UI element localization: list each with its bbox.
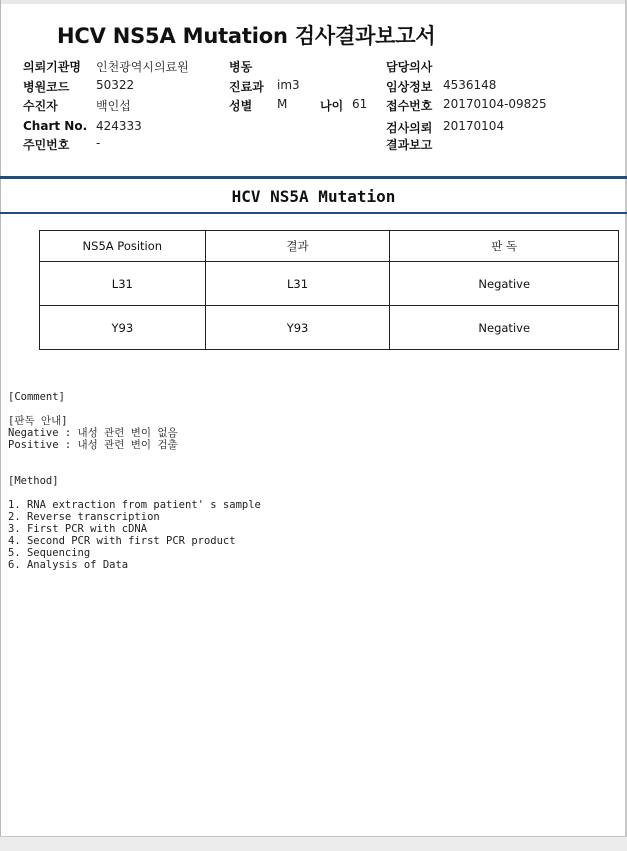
bottom-scroll-area[interactable] xyxy=(0,836,627,851)
chart-no-value: 424333 xyxy=(96,119,142,133)
method-step: 3. First PCR with cDNA xyxy=(8,523,148,535)
table-header-row xyxy=(40,231,619,262)
hospital-code-label: 병원코드 xyxy=(23,80,70,94)
institution-value: 인천광역시의료원 xyxy=(96,60,189,74)
method-step: 4. Second PCR with first PCR product xyxy=(8,535,236,547)
report-label: 결과보고 xyxy=(386,138,433,152)
table-row xyxy=(40,306,619,350)
section-title: HCV NS5A Mutation xyxy=(231,187,396,206)
chart-no-label: Chart No. xyxy=(23,119,88,133)
cell-interpretation: Negative xyxy=(390,306,619,350)
table-row xyxy=(40,262,619,306)
method-step: 2. Reverse transcription xyxy=(8,511,160,523)
age-label: 나이 xyxy=(320,99,344,113)
cell-position: L31 xyxy=(40,262,206,306)
method-step: 1. RNA extraction from patient' s sample xyxy=(8,499,261,511)
sex-label: 성별 xyxy=(229,99,253,113)
method-step: 6. Analysis of Data xyxy=(8,559,129,571)
institution-label: 의뢰기관명 xyxy=(23,60,81,74)
header-interpretation: 판 독 xyxy=(390,231,619,262)
department-label: 진료과 xyxy=(229,80,264,94)
guide-line: Negative : 내성 관련 변이 없음 xyxy=(8,427,178,439)
request-date-value: 20170104 xyxy=(443,119,505,133)
ward-label: 병동 xyxy=(229,60,253,74)
method-step: 5. Sequencing xyxy=(8,547,91,559)
request-date-label: 검사의뢰 xyxy=(386,121,433,135)
result-table xyxy=(39,230,619,350)
cell-result: Y93 xyxy=(205,306,390,350)
receipt-no-value: 20170104-09825 xyxy=(443,97,547,111)
resident-no-value: - xyxy=(96,136,101,150)
cell-interpretation: Negative xyxy=(390,262,619,306)
method-heading: [Method] xyxy=(8,475,59,487)
patient-value: 백인섭 xyxy=(96,99,131,113)
resident-no-label: 주민번호 xyxy=(23,138,70,152)
window-top-edge xyxy=(0,0,627,4)
comment-heading: [Comment] xyxy=(8,391,65,403)
patient-label: 수진자 xyxy=(23,99,58,113)
cell-result: L31 xyxy=(205,262,390,306)
doctor-label: 담당의사 xyxy=(386,60,433,74)
section-divider-top xyxy=(0,176,627,179)
guide-heading: [판독 안내] xyxy=(8,415,68,427)
cell-position: Y93 xyxy=(40,306,206,350)
receipt-no-label: 접수번호 xyxy=(386,99,433,113)
clinical-info-value: 4536148 xyxy=(443,78,497,92)
section-divider-bottom xyxy=(0,212,627,214)
sex-value: M xyxy=(277,97,288,111)
header-result: 결과 xyxy=(205,231,390,262)
hospital-code-value: 50322 xyxy=(96,78,135,92)
header-position: NS5A Position xyxy=(40,231,206,262)
report-title: HCV NS5A Mutation 검사결과보고서 xyxy=(57,24,436,48)
clinical-info-label: 임상정보 xyxy=(386,80,433,94)
guide-line: Positive : 내성 관련 변이 검출 xyxy=(8,439,178,451)
department-value: im3 xyxy=(277,78,300,92)
age-value: 61 xyxy=(352,97,368,111)
window-left-edge xyxy=(0,0,1,850)
